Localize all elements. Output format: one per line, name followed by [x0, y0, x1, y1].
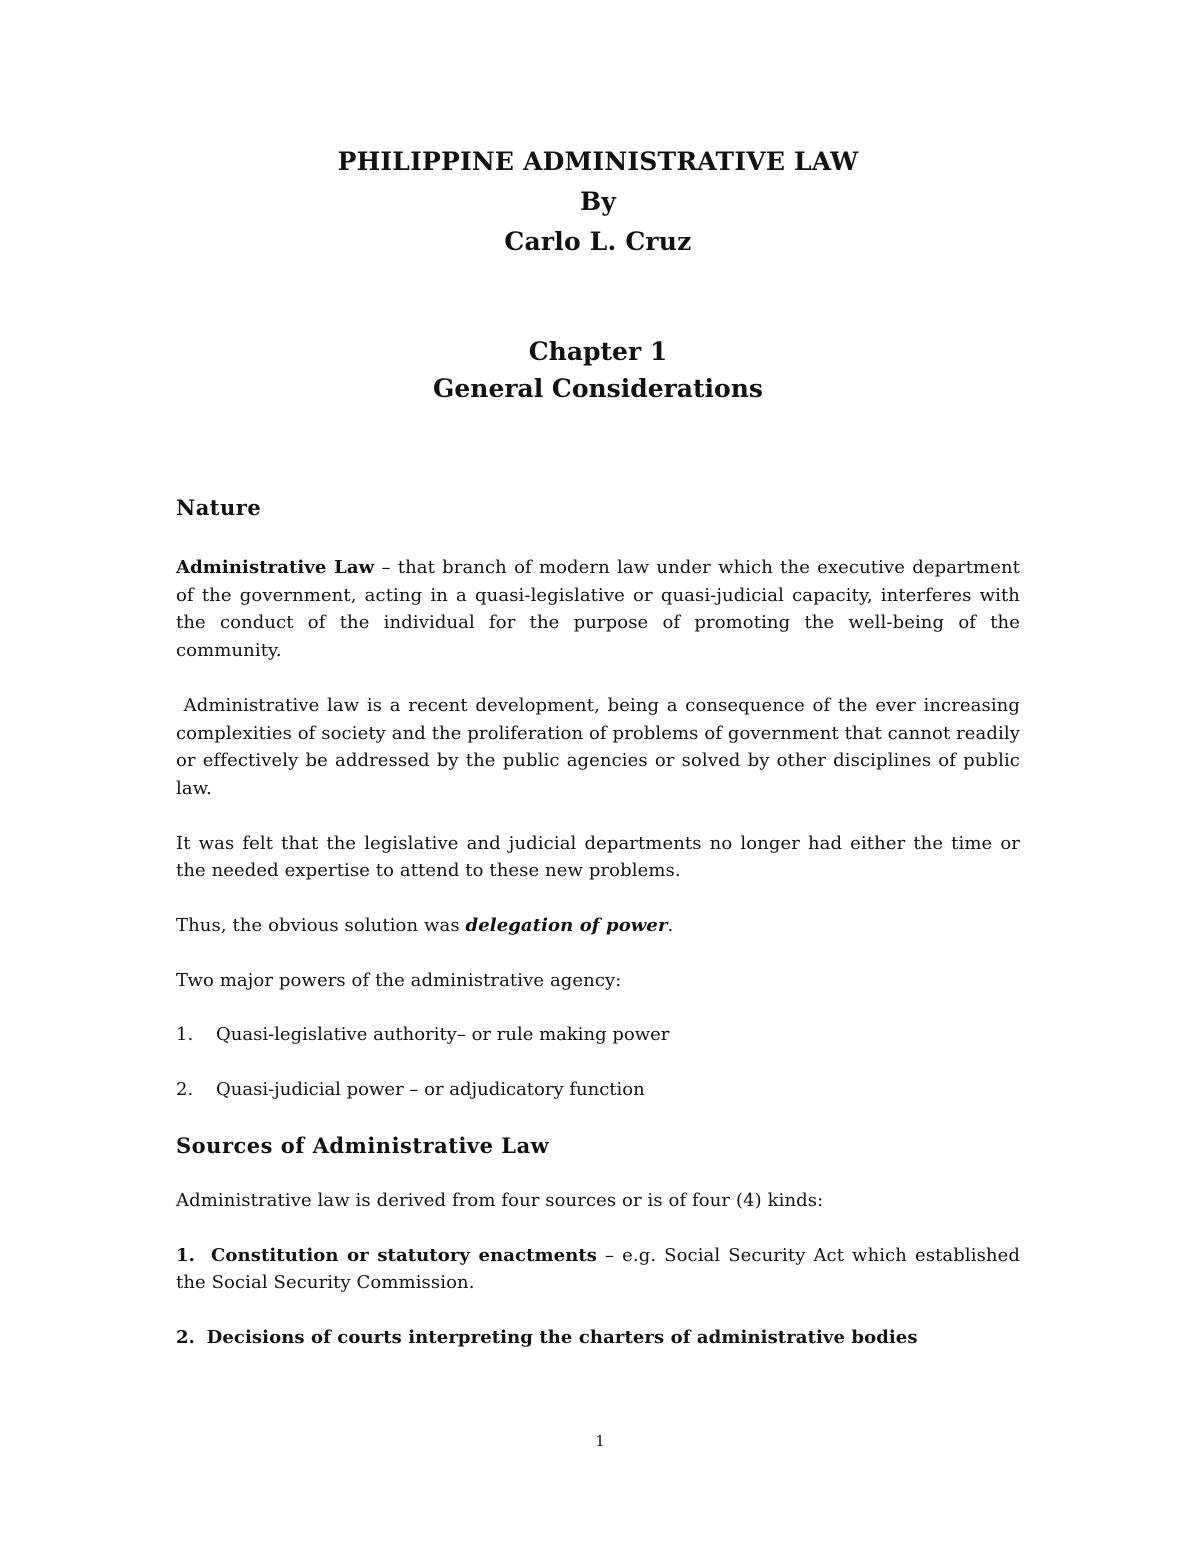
page-number: 1 [595, 1432, 605, 1450]
chapter-heading [176, 333, 1020, 407]
list-text: Quasi-legislative authority– or rule making power [216, 1024, 670, 1046]
expertise-paragraph: It was felt that the legislative and judicial departments no longer had either the time or the needed expertise to attend to these new problems. [176, 832, 1020, 882]
page-content [176, 142, 1020, 1352]
definition-text: – that branch of modern law under which the executive department of the government, acting in a quasi-legislative or quasi-judicial capacity, interferes with the conduct of the individual for the purpose of promoting the well-being of the community. [176, 557, 1021, 662]
section-heading-nature: Nature [176, 495, 262, 520]
source-number: 2. [176, 1326, 195, 1348]
document-title: PHILIPPINE ADMINISTRATIVE LAW [337, 147, 859, 176]
author-name: Carlo L. Cruz [504, 227, 692, 256]
list-item [176, 1021, 1020, 1049]
sources-intro: Administrative law is derived from four sources or is of four (4) kinds: [176, 1189, 824, 1211]
chapter-number: Chapter 1 [528, 337, 668, 366]
section-heading-sources: Sources of Administrative Law [176, 1132, 550, 1158]
list-item [176, 1076, 1020, 1104]
list-number: 2. [176, 1079, 194, 1101]
title-block [176, 142, 1020, 262]
list-text: Quasi-judicial power – or adjudicatory function [216, 1079, 645, 1101]
source-item [176, 1324, 1020, 1352]
source-term: Constitution or statutory enactments [211, 1244, 598, 1266]
source-item [176, 1242, 1020, 1297]
source-text: – e.g. Social Security Act which established the Social Security Commission. [176, 1244, 1020, 1294]
chapter-title: General Considerations [433, 374, 763, 403]
list-number: 1. [176, 1024, 194, 1046]
byline: By [579, 187, 617, 216]
solution-emphasis: delegation of power [465, 915, 668, 937]
definition-term: Administrative Law [176, 557, 375, 578]
development-paragraph: Administrative law is a recent development, being a consequence of the ever increasing complexities of society and the proliferation of problems of government that cannot readily or effectively be addressed by the public agencies or solved by other disciplines of public law. [176, 694, 1020, 799]
solution-paragraph [176, 912, 1020, 940]
source-number: 1. [176, 1244, 195, 1266]
source-term: Decisions of courts interpreting the charters of administrative bodies [206, 1326, 918, 1348]
definition-paragraph [176, 554, 1020, 665]
solution-suffix: . [667, 915, 674, 937]
solution-prefix: Thus, the obvious solution was [176, 915, 466, 937]
powers-intro: Two major powers of the administrative agency: [176, 969, 622, 991]
